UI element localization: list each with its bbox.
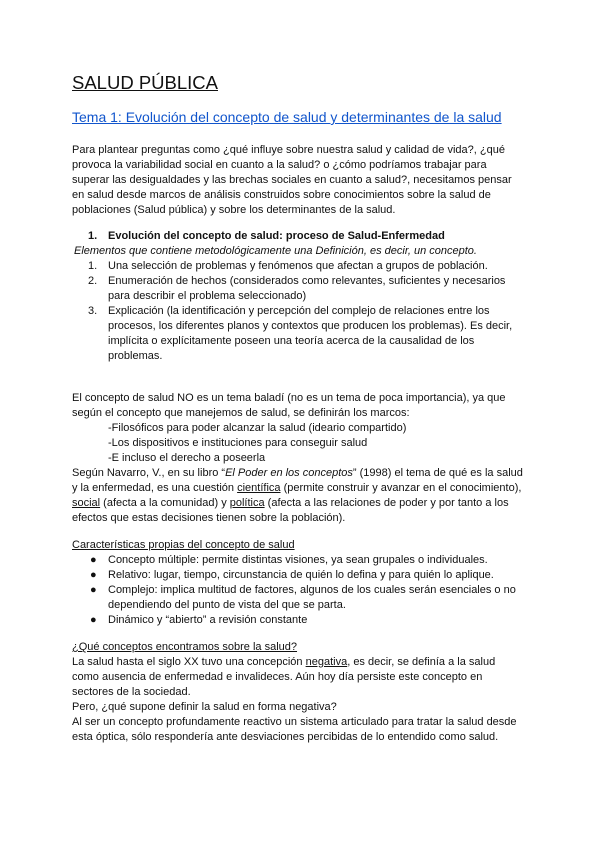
list-item: implícita o explícitamente poseen una teoría acerca de la causalidad de los: [108, 335, 475, 347]
text: Según Navarro, V., en su libro “: [72, 467, 226, 479]
underlined-term: negativa: [305, 656, 348, 668]
text: , es decir, se definía a la salud: [347, 656, 496, 668]
text: (permite construir y avanzar en el conocimiento),: [280, 482, 522, 494]
concepts-heading: ¿Qué conceptos encontramos sobre la salud?: [72, 641, 298, 653]
paragraph-line: según el concepto que manejemos de salud, se definirán los marcos:: [72, 407, 410, 419]
paragraph-line: Al ser un concepto profundamente reactivo un sistema articulado para tratar la salud desde: [72, 716, 517, 728]
text: (afecta a las relaciones de poder y por tanto a los: [264, 497, 509, 509]
navarro-line: [72, 481, 521, 495]
navarro-line: efectos que estas decisiones tienen sobre la población).: [72, 512, 346, 524]
list-item: Explicación (la identificación y percepción del complejo de relaciones entre los: [108, 305, 490, 317]
dash-item: -E incluso el derecho a poseerla: [108, 452, 266, 464]
bullet-item: dependiendo del punto de vista del que se parta.: [108, 599, 346, 611]
intro-line: Para plantear preguntas como ¿qué influye sobre nuestra salud y calidad de vida?, ¿qué: [72, 144, 505, 156]
text: (afecta a la comunidad) y: [100, 497, 230, 509]
bullet-item: Dinámico y “abierto” a revisión constante: [108, 614, 308, 626]
paragraph-line: sectores de la sociedad.: [72, 686, 191, 698]
intro-line: en salud desde marcos de análisis construidos sobre conocimientos sobre la salud de: [72, 189, 491, 201]
list-number: 2.: [88, 275, 98, 287]
bullet-item: Concepto múltiple: permite distintas visiones, ya sean grupales o individuales.: [108, 554, 488, 566]
intro-line: poblaciones (Salud pública) y sobre los determinantes de la salud.: [72, 204, 396, 216]
bullet-icon: ●: [90, 614, 97, 626]
text: La salud hasta el siglo XX tuvo una concepción: [72, 656, 306, 668]
navarro-line: [72, 466, 523, 480]
paragraph-line: como ausencia de enfermedad e invalideces. Aún hoy día persiste este concepto en: [72, 671, 483, 683]
paragraph-line: El concepto de salud NO es un tema baladí (no es un tema de poca importancia), ya que: [72, 392, 506, 404]
bullet-icon: ●: [90, 584, 97, 596]
bullet-item: Relativo: lugar, tiempo, circunstancia de quién lo defina y para quién lo aplique.: [108, 569, 494, 581]
text: y la enfermedad, es una cuestión: [72, 482, 238, 494]
intro-line: provoca la variabilidad social en cuanto a la salud? o ¿cómo podríamos trabajar para: [72, 159, 487, 171]
paragraph-line: [72, 655, 495, 669]
list-item: problemas.: [108, 350, 163, 362]
list-item: para describir el problema seleccionado): [108, 290, 307, 302]
section-number: 1.: [88, 230, 98, 242]
intro-line: superar las desigualdades y las brechas sociales en cuanto a salud?, necesitamos pensar: [72, 174, 512, 186]
book-title: El Poder en los conceptos: [225, 467, 353, 479]
list-number: 3.: [88, 305, 98, 317]
underlined-term: social: [72, 497, 101, 509]
bullet-icon: ●: [90, 554, 97, 566]
section-subtitle: Elementos que contiene metodológicamente una Definición, es decir, un concepto.: [74, 245, 477, 257]
paragraph-line: esta óptica, sólo respondería ante desviaciones percibidas de lo entendido como salud.: [72, 731, 499, 743]
topic-link[interactable]: Tema 1: Evolución del concepto de salud y determinantes de la salud: [72, 109, 502, 125]
paragraph-line: Pero, ¿qué supone definir la salud en forma negativa?: [72, 701, 337, 713]
list-item: procesos, los diferentes planos y contextos que producen los problemas). Es decir,: [108, 320, 513, 332]
navarro-line: [72, 496, 509, 510]
list-item: Enumeración de hechos (considerados como relevantes, suficientes y necesarios: [108, 275, 506, 287]
section-heading: Evolución del concepto de salud: proceso de Salud-Enfermedad: [108, 230, 445, 242]
list-number: 1.: [88, 260, 98, 272]
list-item: Una selección de problemas y fenómenos que afectan a grupos de población.: [108, 260, 488, 272]
characteristics-heading: Características propias del concepto de salud: [72, 539, 295, 551]
dash-item: -Filosóficos para poder alcanzar la salud (ideario compartido): [108, 422, 407, 434]
bullet-icon: ●: [90, 569, 97, 581]
dash-item: -Los dispositivos e instituciones para conseguir salud: [108, 437, 368, 449]
bullet-item: Complejo: implica multitud de factores, algunos de los cuales serán esenciales o no: [108, 584, 516, 596]
page-title: SALUD PÚBLICA: [72, 72, 218, 93]
underlined-term: científica: [237, 482, 281, 494]
underlined-term: política: [229, 497, 265, 509]
text: ” (1998) el tema de qué es la salud: [352, 467, 523, 479]
